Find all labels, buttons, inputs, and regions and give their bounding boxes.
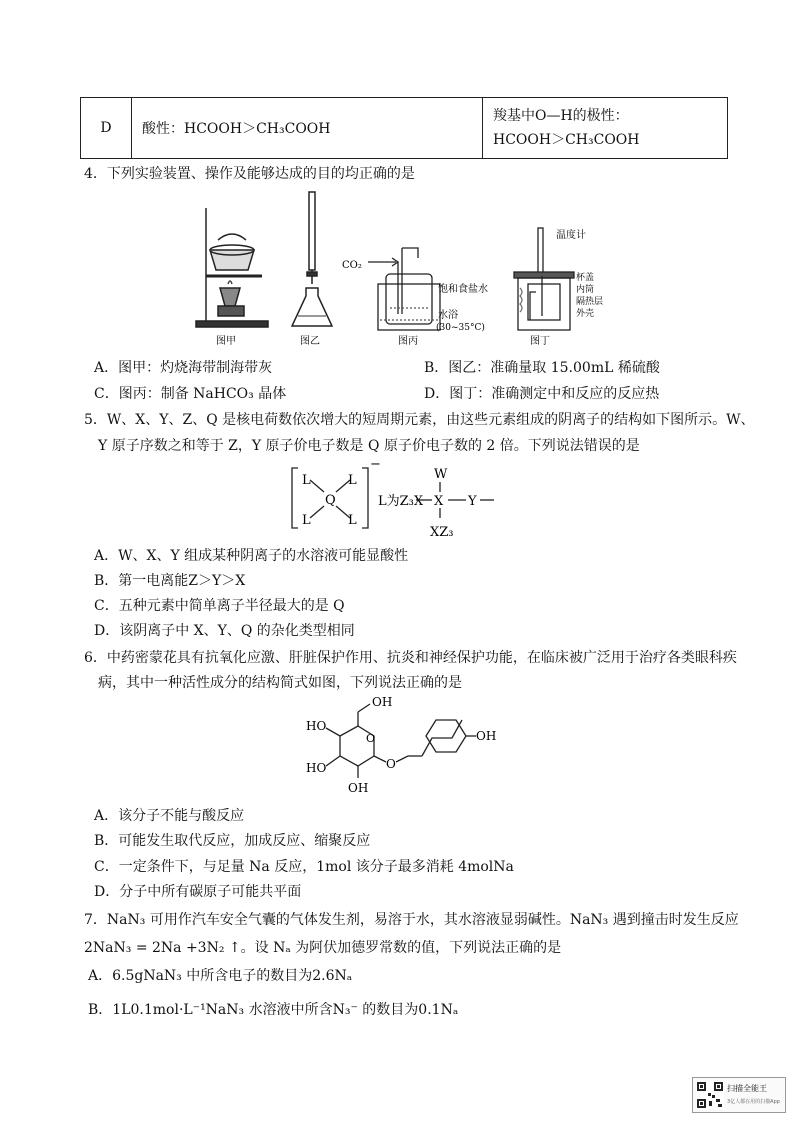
fig-label-bing: 图丙 — [398, 336, 418, 347]
shell-label: 外壳 — [576, 309, 595, 319]
q4-option-a: A．图甲：灼烧海带制海带灰 — [94, 360, 273, 376]
row-reason — [483, 98, 728, 159]
table-row — [81, 98, 728, 159]
answer-table — [80, 97, 728, 159]
atom-y: Y — [468, 494, 477, 509]
ligand-l-4: L — [348, 513, 357, 528]
ether-oxygen: O — [386, 757, 396, 771]
q5-option-d: D．该阴离子中 X、Y、Q 的杂化类型相同 — [94, 623, 355, 639]
q7-stem-line1: 7．NaN₃ 可用作汽车安全气囊的气体发生剂，易溶于水，其水溶液显弱碱性。NaN₃ 遇到撞击时发生反应 — [84, 912, 739, 928]
thermometer-label: 温度计 — [556, 230, 586, 241]
salt-water-label: 饱和食盐水 — [438, 284, 488, 295]
row-fact: 酸性：HCOOH＞CH₃COOH — [132, 98, 483, 159]
water-bath-label: 水浴 — [438, 310, 458, 321]
reason-line-1: 羧基中O—H的极性： — [493, 108, 629, 124]
fig-label-yi: 图乙 — [300, 336, 320, 347]
fig-label-ding: 图丁 — [530, 336, 550, 347]
q4-option-c: C．图丙：制备 NaHCO₃ 晶体 — [94, 386, 287, 402]
q5-stem-line1: 5．W、X、Y、Z、Q 是核电荷数依次增大的短周期元素，由这些元素组成的阴离子的结构如下图所示。W、 — [84, 412, 755, 428]
qr-code-icon — [696, 1081, 724, 1109]
apparatus-jia — [196, 208, 268, 327]
atom-w: W — [434, 467, 448, 482]
scanner-watermark — [692, 1077, 786, 1113]
reason-line-2: HCOOH＞CH₃COOH — [493, 132, 640, 148]
fig-label-jia: 图甲 — [216, 336, 236, 347]
ligand-l-2: L — [348, 473, 357, 488]
group-xz3: XZ₃ — [430, 525, 454, 540]
q5-option-c: C．五种元素中简单离子半径最大的是 Q — [94, 598, 345, 614]
q5-anion-structure — [290, 456, 530, 542]
q6-option-d: D．分子中所有碳原子可能共平面 — [94, 884, 302, 900]
q6-stem-line1: 6．中药密蒙花具有抗氧化应激、肝脏保护作用、抗炎和神经保护功能，在临床被广泛用于治疗各类眼科疾 — [84, 650, 737, 666]
apparatus-yi — [292, 192, 332, 326]
row-label: D — [81, 98, 132, 159]
q6-stem-line2: 病，其中一种活性成分的结构简式如图，下列说法正确的是 — [98, 675, 462, 691]
lid-label: 杯盖 — [576, 273, 595, 283]
watermark-brand: 扫描全能王 — [727, 1084, 767, 1093]
inner-cup-label: 内筒 — [576, 285, 595, 295]
oh-top: OH — [372, 695, 393, 709]
q5-option-a: A．W、X、Y 组成某种阴离子的水溶液可能显酸性 — [94, 548, 409, 564]
anion-charge: − — [370, 457, 381, 472]
q5-option-b: B．第一电离能Z＞Y＞X — [94, 573, 246, 589]
center-q: Q — [325, 493, 336, 508]
watermark-tagline: 3亿人都在用的扫描App — [727, 1099, 780, 1105]
ring-oxygen: O — [366, 732, 376, 745]
q4-stem: 4．下列实验装置、操作及能够达成的目的均正确的是 — [84, 166, 415, 182]
q6-option-a: A．该分子不能与酸反应 — [94, 808, 245, 824]
q7-stem-line2: 2NaN₃ = 2Na +3N₂ ↑。设 Nₐ 为阿伏加德罗常数的值，下列说法正确的是 — [84, 940, 562, 956]
ho-left-1: HO — [306, 719, 327, 733]
insulation-label: 隔热层 — [576, 297, 604, 307]
ligand-l-3: L — [302, 513, 311, 528]
co2-label: CO₂ — [342, 260, 362, 271]
q6-option-b: B．可能发生取代反应，加成反应、缩聚反应 — [94, 833, 371, 849]
q5-stem-line2: Y 原子序数之和等于 Z，Y 原子价电子数是 Q 原子价电子数的 2 倍。下列说法错误的是 — [98, 438, 640, 454]
l-definition: L为Z₃X — [378, 494, 424, 509]
q6-option-c: C．一定条件下，与足量 Na 反应，1mol 该分子最多消耗 4molNa — [94, 859, 514, 875]
apparatus-ding — [514, 228, 574, 330]
ho-left-2: HO — [306, 761, 327, 775]
q4-option-b: B．图乙：准确量取 15.00mL 稀硫酸 — [424, 360, 660, 376]
atom-x: X — [434, 494, 444, 509]
apparatus-bing — [368, 248, 440, 330]
ligand-l-1: L — [302, 473, 311, 488]
q7-option-b: B．1L0.1mol·L⁻¹NaN₃ 水溶液中所含N₃⁻ 的数目为0.1Nₐ — [88, 1002, 459, 1018]
q4-apparatus-figure — [190, 188, 604, 348]
oh-phenol: OH — [476, 729, 497, 743]
water-bath-temp-label: (30~35°C) — [436, 323, 485, 333]
q4-option-d: D．图丁：准确测定中和反应的反应热 — [424, 386, 660, 402]
q7-option-a: A．6.5gNaN₃ 中所含电子的数目为2.6Nₐ — [88, 968, 353, 984]
q6-molecule-structure — [300, 696, 500, 802]
oh-bottom: OH — [348, 781, 369, 795]
